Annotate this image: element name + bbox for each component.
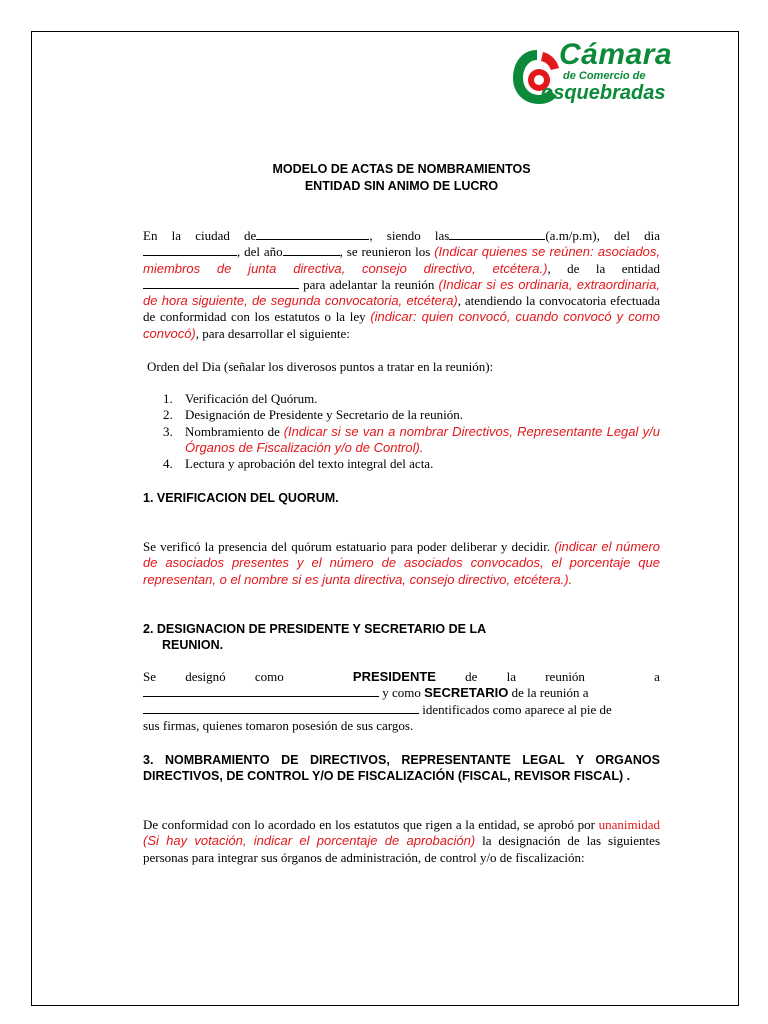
president-blank[interactable]	[143, 685, 379, 697]
entity-blank[interactable]	[143, 277, 299, 289]
secretary-label: SECRETARIO	[424, 685, 509, 701]
year-blank[interactable]	[283, 244, 340, 256]
agenda-text: Designación de Presidente y Secretario de la reunión.	[185, 407, 463, 423]
agenda-intro: Orden del Dia (señalar los diverosos puntos a tratar en la reunión):	[147, 359, 494, 374]
section-2-line3	[143, 702, 660, 718]
intro-text: , atendiendo la convocatoria efectuada de conformidad con los estatutos o la ley	[143, 293, 660, 325]
agenda-num: 2.	[163, 407, 173, 423]
agenda-item	[163, 407, 660, 423]
intro-text: , de la entidad	[547, 260, 660, 276]
logo-city: osquebradas	[541, 82, 666, 104]
agenda-num: 4.	[163, 456, 173, 472]
section-2-heading	[143, 621, 660, 653]
intro-text: para adelantar la reunión	[299, 276, 439, 292]
president-label: PRESIDENTE	[352, 669, 436, 684]
section-3-text: De conformidad con lo acordado en los estatutos que rigen a la entidad, se aprobó por	[143, 817, 599, 832]
agenda-text	[185, 424, 660, 457]
section-2-line1	[143, 669, 660, 685]
section-1-text: Se verificó la presencia del quórum estatuario para poder deliberar y decidir.	[143, 539, 555, 554]
unanimity-text: unanimidad	[598, 817, 660, 832]
section-3-heading: 3. NOMBRAMIENTO DE DIRECTIVOS, REPRESENTANTE LEGAL Y ORGANOS DIRECTIVOS, DE CONTROL Y/O DE FISCALIZACIÓN (FISCAL, REVISOR FISCAL) .	[143, 753, 660, 783]
agenda-item	[163, 424, 660, 457]
section-1-heading: 1. VERIFICACION DEL QUORUM.	[143, 491, 339, 505]
intro-text: , siendo las	[369, 228, 450, 243]
agenda-num: 3.	[163, 423, 173, 439]
section-2-heading-line2: REUNION.	[162, 638, 224, 652]
intro-paragraph	[143, 228, 660, 342]
agenda-text: Verificación del Quórum.	[185, 391, 318, 406]
day-blank[interactable]	[143, 244, 237, 256]
logo-title: Cámara	[559, 38, 673, 71]
time-blank[interactable]	[449, 228, 545, 240]
intro-text: (a.m/p.m), del dia	[545, 228, 661, 243]
instruction-convocation: (indicar: quien convocó, cuando convocó y como convocó)	[143, 309, 661, 341]
section-2-paragraph	[143, 669, 660, 734]
logo-subtitle: de Comercio de	[563, 70, 646, 82]
s2-word: de	[465, 669, 478, 684]
intro-text: En la ciudad de	[143, 228, 257, 243]
document-subtitle: ENTIDAD SIN ANIMO DE LUCRO	[304, 179, 499, 193]
agenda-num: 1.	[163, 391, 173, 406]
intro-text: , del año	[237, 244, 283, 260]
instruction-meeting-type: (Indicar si es ordinaria, extraordinaria, de hora siguiente, de segunda convocatoria, etcétera)	[143, 276, 660, 309]
s2-text: y como	[379, 685, 425, 701]
agenda-text: Lectura y aprobación del texto integral del acta.	[185, 456, 434, 472]
s2-word: designó	[185, 669, 226, 684]
secretary-blank[interactable]	[143, 702, 419, 714]
section-3-paragraph	[143, 817, 660, 866]
intro-text: , para desarrollar el siguiente:	[195, 325, 350, 341]
instruction-appointments: (Indicar si se van a nombrar Directivos, Representante Legal y/u Órganos de Fiscalización y/o de Control).	[185, 423, 660, 455]
document-title: MODELO DE ACTAS DE NOMBRAMIENTOS	[272, 162, 531, 176]
s2-word: Se	[143, 669, 156, 684]
s2-text: de la reunión a	[508, 685, 589, 701]
section-1-paragraph	[143, 539, 660, 588]
section-2-line2	[143, 685, 660, 701]
instruction-quorum: (indicar el número de asociados presentes y el número de asociados convocados, el porcentaje que representan, o el nombre si es junta directiva, consejo directivo, etcétera.).	[143, 539, 660, 587]
instruction-attendees: (Indicar quienes se reúnen: asociados, miembros de junta directiva, consejo directivo, etcétera.)	[143, 244, 661, 276]
section-2-heading-line1: 2. DESIGNACION DE PRESIDENTE Y SECRETARIO DE LA	[143, 622, 487, 636]
camara-comercio-logo	[509, 38, 679, 114]
instruction-vote: (Si hay votación, indicar el porcentaje de aprobación)	[143, 833, 476, 849]
agenda-item	[163, 456, 660, 472]
s2-word: como	[254, 669, 284, 684]
s2-word: la	[506, 669, 517, 684]
section-2-line4: sus firmas, quienes tomaron posesión de sus cargos.	[143, 717, 414, 733]
agenda-text-plain: Nombramiento de	[185, 423, 284, 439]
section-3-text: la designación de las siguientes personas para integrar sus órganos de administración, de control y/o de fiscalización:	[143, 833, 660, 865]
city-blank[interactable]	[256, 228, 369, 240]
s2-text: identificados como aparece al pie de	[419, 701, 612, 717]
intro-text: , se reunieron los	[339, 244, 435, 260]
s2-word: reunión	[545, 669, 585, 684]
agenda-list	[163, 391, 660, 472]
s2-word: a	[654, 669, 660, 684]
agenda-item	[163, 391, 660, 407]
